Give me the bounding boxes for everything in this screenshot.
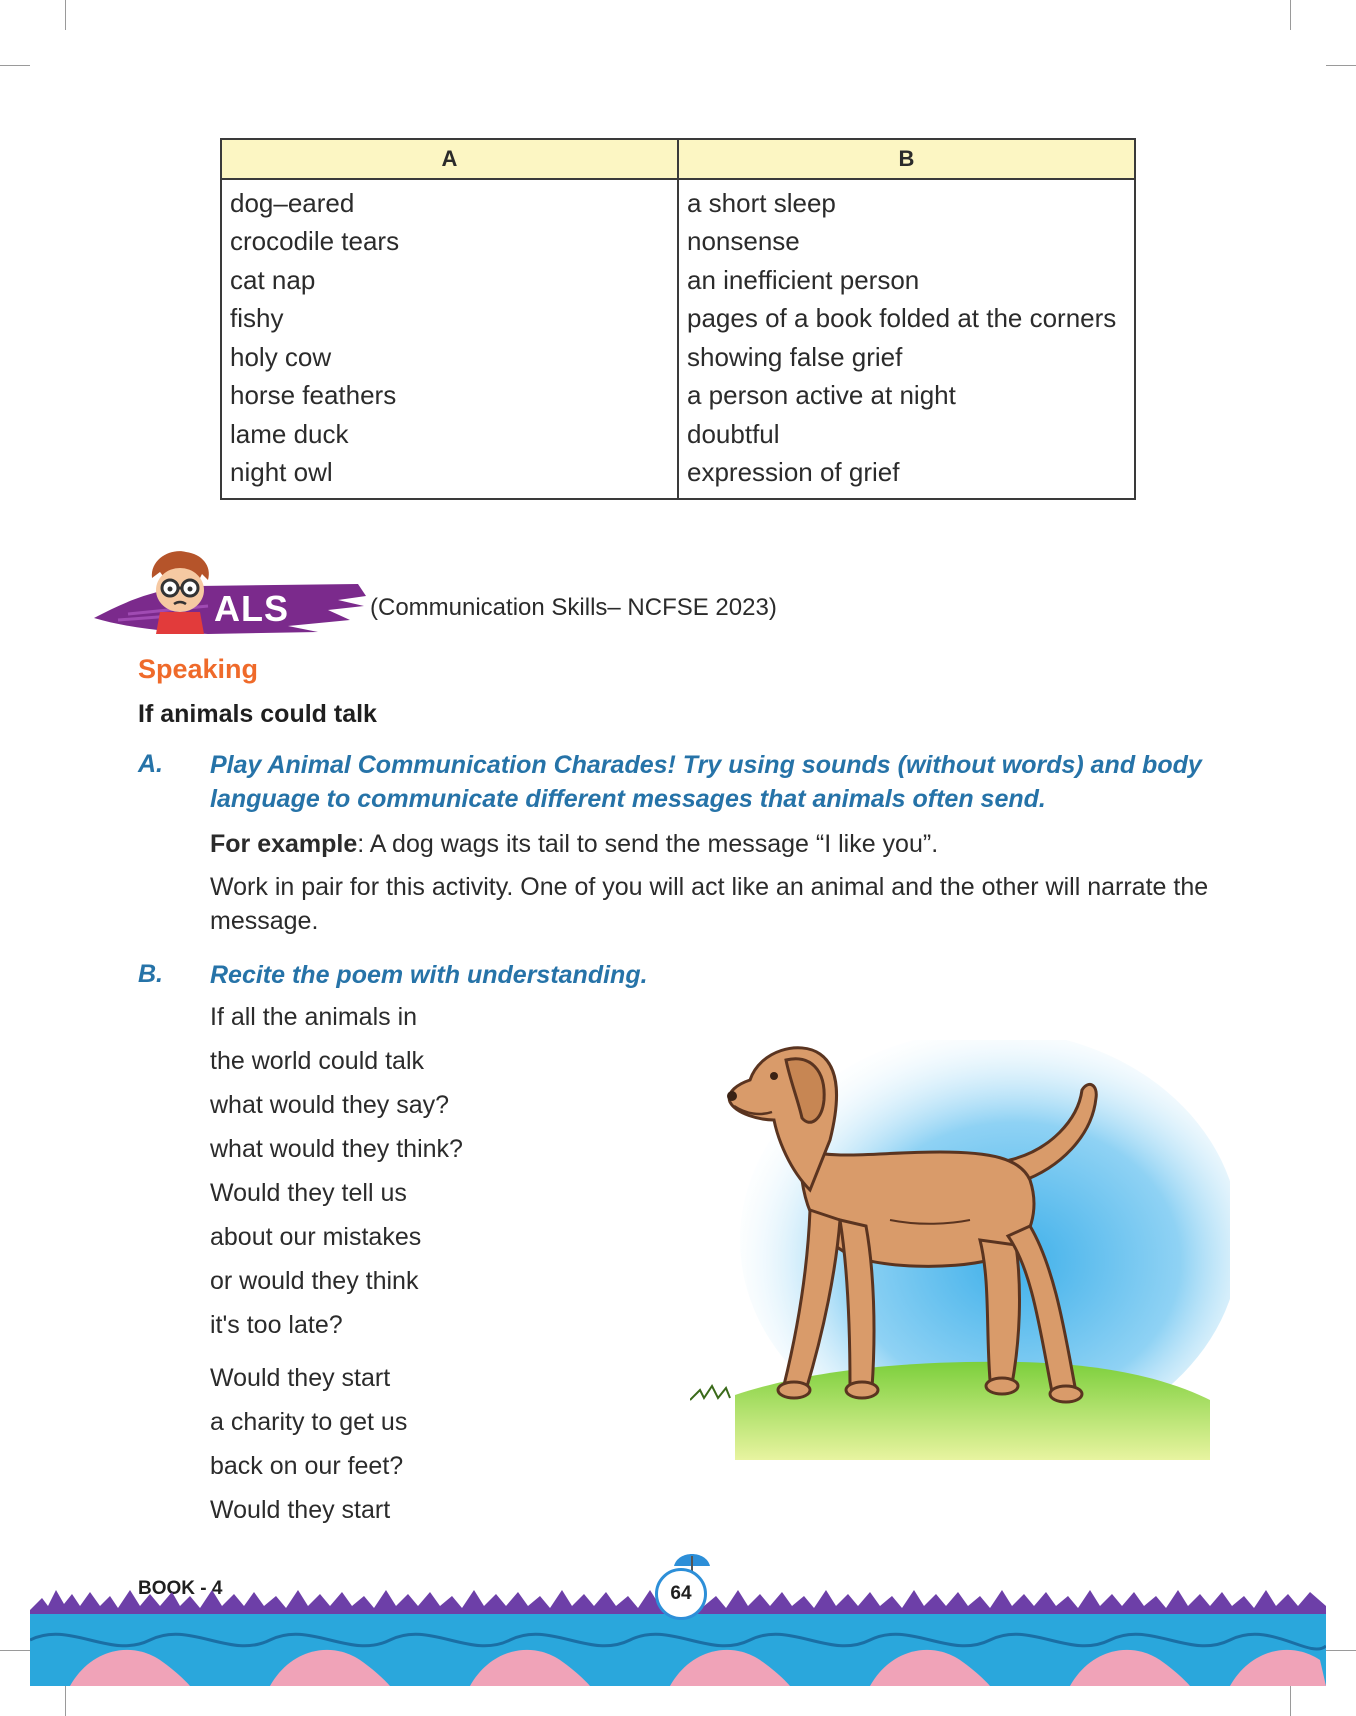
question-b-text: Recite the poem with understanding.	[210, 961, 648, 989]
meaning-cell: showing false grief	[678, 338, 1135, 377]
als-label: ALS	[214, 588, 289, 629]
crop-mark	[0, 1650, 30, 1651]
crop-mark	[1326, 65, 1356, 66]
poem-line: what would they say?	[210, 1091, 450, 1119]
column-b-header: B	[678, 139, 1135, 179]
example-line	[210, 827, 938, 861]
poem-line: the world could talk	[210, 1047, 425, 1075]
question-b-letter: B.	[138, 960, 163, 988]
als-note: (Communication Skills– NCFSE 2023)	[370, 594, 777, 621]
poem-line: Would they start	[210, 1364, 391, 1392]
table-row	[221, 377, 1135, 416]
idiom-cell: lame duck	[221, 415, 678, 454]
table-row	[221, 454, 1135, 500]
idiom-match-table	[220, 138, 1136, 500]
section-subtitle: If animals could talk	[138, 700, 377, 728]
crop-mark	[1290, 1686, 1291, 1716]
poem-line: back on our feet?	[210, 1452, 404, 1480]
poem-line: a charity to get us	[210, 1408, 408, 1436]
instruction-line-1: Work in pair for this activity. One of you will act like an animal and the other will narrate the	[210, 873, 1209, 901]
page-number: 64	[655, 1568, 707, 1620]
column-a-header: A	[221, 139, 678, 179]
table-row	[221, 261, 1135, 300]
crop-mark	[65, 1686, 66, 1716]
question-a-line-1: Play Animal Communication Charades! Try using sounds (without words) and body	[210, 751, 1202, 779]
meaning-cell: nonsense	[678, 223, 1135, 262]
dog-icon	[690, 1040, 1230, 1460]
poem-line: or would they think	[210, 1267, 419, 1295]
poem-line: it's too late?	[210, 1311, 343, 1339]
idiom-cell: night owl	[221, 454, 678, 500]
instruction-line-2: message.	[210, 907, 319, 935]
meaning-cell: pages of a book folded at the corners	[678, 300, 1135, 339]
crop-mark	[1326, 1650, 1356, 1651]
poem-line: what would they think?	[210, 1135, 463, 1163]
meaning-cell: expression of grief	[678, 454, 1135, 500]
meaning-cell: doubtful	[678, 415, 1135, 454]
idiom-cell: dog–eared	[221, 179, 678, 223]
idiom-cell: crocodile tears	[221, 223, 678, 262]
idiom-cell: horse feathers	[221, 377, 678, 416]
meaning-cell: a short sleep	[678, 179, 1135, 223]
table-row	[221, 179, 1135, 223]
table-header-row	[221, 139, 1135, 179]
idiom-cell: fishy	[221, 300, 678, 339]
question-a-line-2: language to communicate different messages that animals often send.	[210, 785, 1046, 813]
poem-line: If all the animals in	[210, 1003, 418, 1031]
table-row	[221, 300, 1135, 339]
poem-line: Would they start	[210, 1496, 391, 1524]
footer-book-label: BOOK - 4	[138, 1578, 223, 1599]
crop-mark	[0, 65, 30, 66]
boy-mascot-icon	[142, 548, 218, 634]
table-row	[221, 338, 1135, 377]
example-text: : A dog wags its tail to send the message “I like you”.	[357, 830, 939, 858]
idiom-cell: cat nap	[221, 261, 678, 300]
crop-mark	[1290, 0, 1291, 30]
section-title: Speaking	[138, 654, 259, 684]
table-row	[221, 415, 1135, 454]
crop-mark	[65, 0, 66, 30]
poem-line: about our mistakes	[210, 1223, 422, 1251]
als-banner	[88, 548, 368, 638]
table-row	[221, 223, 1135, 262]
example-label: For example	[210, 830, 358, 858]
question-a-letter: A.	[138, 750, 163, 778]
meaning-cell: an inefficient person	[678, 261, 1135, 300]
dog-illustration	[690, 1040, 1230, 1460]
poem-line: Would they tell us	[210, 1179, 407, 1207]
meaning-cell: a person active at night	[678, 377, 1135, 416]
idiom-cell: holy cow	[221, 338, 678, 377]
